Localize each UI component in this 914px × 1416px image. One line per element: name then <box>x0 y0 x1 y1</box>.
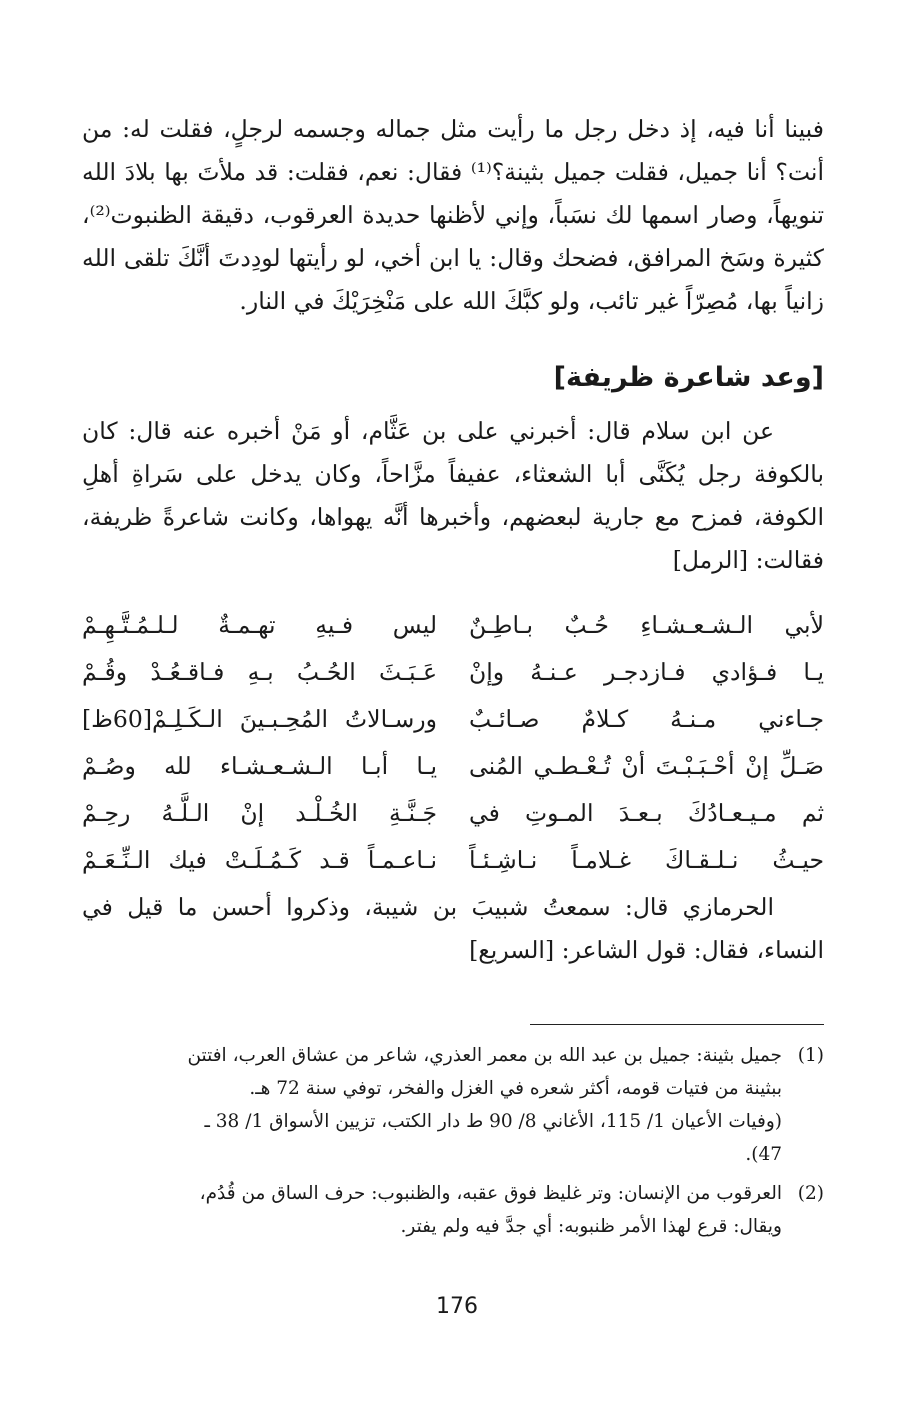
footnote-separator <box>530 1024 824 1025</box>
footnote-text <box>82 1177 782 1243</box>
footnote-line: (وفيات الأعيان 1/ 115، الأغاني 8/ 90 ط دار الكتب، تزيين الأسواق 1/ 38 ـ <box>204 1111 782 1132</box>
verse-line <box>82 790 824 837</box>
verse-second-hemistich: عَـبَـثَ الحُـبُ بـهِ فـاقـعُـدْ وقُـمْ <box>82 658 437 686</box>
verse-second-hemistich: ليس فـيهِ تهـمـةٌ لـلـمُـتَّـهِـمْ <box>82 611 437 639</box>
page-number: 176 <box>436 1294 478 1319</box>
footnote-line: ببثينة من فتيات قومه، أكثر شعره في الغزل والفخر، توفي سنة 72 هـ. <box>249 1078 782 1099</box>
verse-second-hemistich: نـاعـمـاً قـد كَـمُـلَـتْ فيك الـنِّـعَـمْ <box>82 846 437 874</box>
verse-first-hemistich: يـا فـؤادي فـازدجـر عـنـهُ وإنْ <box>469 658 824 686</box>
verse-second-hemistich: يـا أبـا الـشـعـشـاء لله وصُـمْ <box>82 752 437 780</box>
verse-first-hemistich: ثم مـيـعـادُكَ بـعـدَ المـوتِ في <box>469 799 824 827</box>
footnote-line: ويقال: قرع لهذا الأمر ظنبوبه: أي جدَّ فيه ولم يفتر. <box>400 1216 782 1237</box>
verse-first-hemistich: صَـلِّ إنْ أحْـبَـبْـتَ أنْ تُـعْـطـي المُنى <box>469 752 824 780</box>
footnote-line: جميل بثينة: جميل بن عبد الله بن معمر العذري، شاعر من عشاق العرب، افتتن <box>187 1045 782 1066</box>
verse-line <box>82 696 824 743</box>
footnote-text <box>82 1039 782 1171</box>
footnote-line: 47). <box>745 1144 782 1165</box>
verse-first-hemistich: حيـثُ نـلـقـاكَ غـلامـاً نـاشِـئـاً <box>469 846 824 874</box>
footnote-number: (1) <box>797 1045 824 1066</box>
footnote <box>82 1177 824 1243</box>
footnote-number: (2) <box>797 1183 824 1204</box>
footnote <box>82 1039 824 1171</box>
paragraph-hirmazi: الحرمازي قال: سمعتُ شبيبَ بن شيبة، وذكروا أحسن ما قيل في النساء، فقال: قول الشاعر: [السريع] <box>82 893 824 964</box>
verse-line <box>82 837 824 884</box>
paragraph-story-jamil: فبينا أنا فيه، إذ دخل رجل ما رأيت مثل جماله وجسمه لرجلٍ، فقلت له: من أنت؟ أنا جميل، فقلت جميل بثينة؟⁽¹⁾ فقال: نعم، فقلت: قد ملأتَ بها بلادَ الله تنويهاً، وصار اسمها لك نسَباً، وإني لأظنها حديدة العرقوب، دقيقة الظنبوت⁽²⁾، كثيرة وسَخ المرافق، فضحك وقال: يا ابن أخي، لو رأيتها لودِدتَ أنَّكَ تلقى الله زانياً بها، مُصِرّاً غير تائب، ولو كبَّكَ الله على مَنْخِرَيْكَ في النار. <box>82 115 824 315</box>
verse-second-hemistich: جَـنَّـةِ الخُـلْـد إنْ الـلَّـهُ رحِـمْ <box>82 799 437 827</box>
section-heading: [وعد شاعرة ظريفة] <box>553 362 824 393</box>
verse-line <box>82 649 824 696</box>
verse-first-hemistich: جـاءني مـنـهُ كـلامٌ صـائـبٌ <box>469 705 824 733</box>
poem-verses <box>82 602 824 884</box>
verse-line <box>82 743 824 790</box>
verse-second-hemistich: ورسـالاتُ المُحِـبـينَ الـكَـلِـمْ[60ظ] <box>82 705 437 733</box>
verse-first-hemistich: لأبي الـشـعـشـاءِ حُـبٌ بـاطِـنٌ <box>469 611 824 639</box>
book-page <box>82 108 824 1388</box>
verse-line <box>82 602 824 649</box>
footnote-line: العرقوب من الإنسان: وتر غليظ فوق عقبه، والظنبوب: حرف الساق من قُدُم، <box>199 1183 782 1204</box>
footnotes <box>82 1039 824 1243</box>
paragraph-abu-shaatha: عن ابن سلام قال: أخبرني على بن عَثَّام، أو مَنْ أخبره عنه قال: كان بالكوفة رجل يُكَنَّى أبا الشعثاء، عفيفاً مزَّاحاً، وكان يدخل على سَراةِ أهلِ الكوفة، فمزح مع جارية لبعضهم، وأخبرها أنَّه يهواها، وكانت شاعرةً ظريفة، فقالت: [الرمل] <box>82 417 824 574</box>
